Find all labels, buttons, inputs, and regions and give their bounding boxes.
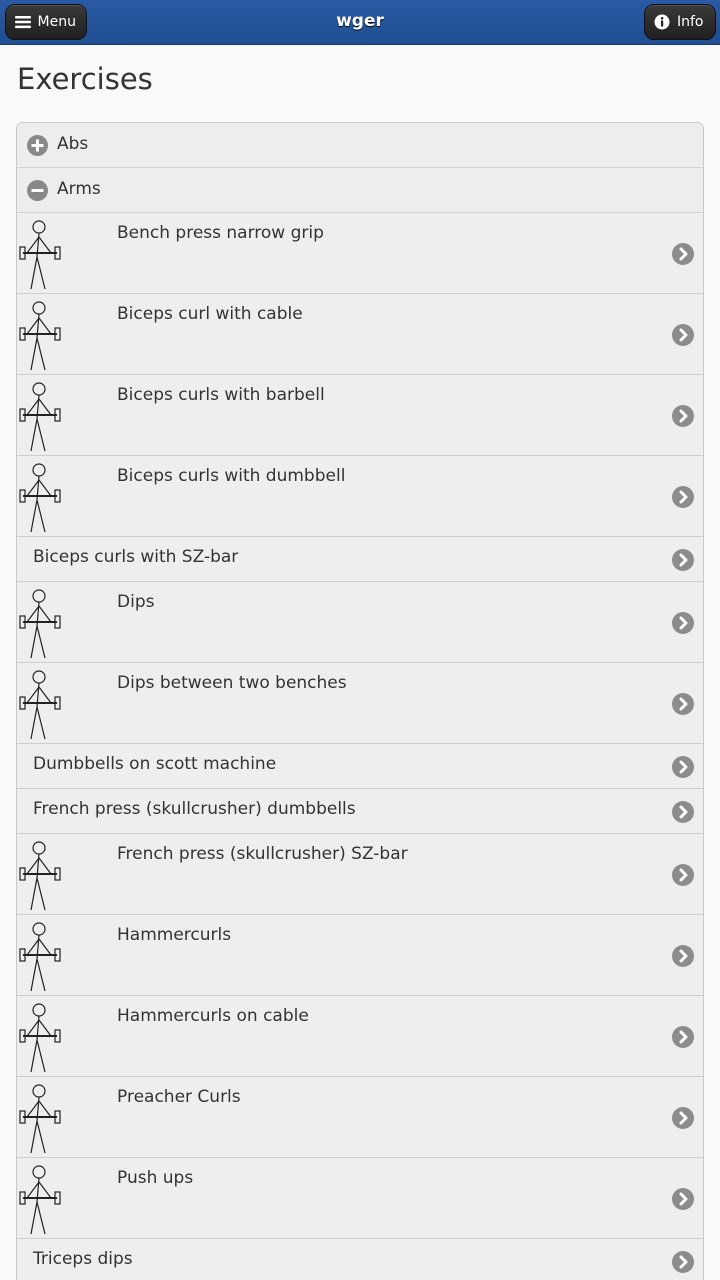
exercise-name: Hammercurls on cable xyxy=(117,1006,309,1026)
chevron-right-icon[interactable] xyxy=(672,1107,694,1129)
exercise-thumbnail-image xyxy=(17,996,101,1076)
chevron-right-icon[interactable] xyxy=(672,801,694,823)
chevron-right-icon[interactable] xyxy=(672,945,694,967)
exercise-list-item[interactable] xyxy=(17,294,703,375)
info-button[interactable] xyxy=(644,4,716,40)
exercise-list-item[interactable] xyxy=(17,996,703,1077)
exercise-list-item[interactable] xyxy=(17,582,703,663)
exercise-name: Hammercurls xyxy=(117,925,232,945)
plus-circle-icon xyxy=(27,135,48,156)
category-label: Abs xyxy=(57,134,89,154)
chevron-right-icon[interactable] xyxy=(672,324,694,346)
exercise-name: Dips between two benches xyxy=(117,673,347,693)
exercise-name: Biceps curls with SZ-bar xyxy=(33,547,239,567)
exercise-name: French press (skullcrusher) SZ-bar xyxy=(117,844,408,864)
page-title: Exercises xyxy=(17,62,153,96)
exercise-name: Dumbbells on scott machine xyxy=(33,754,277,774)
app-header xyxy=(0,0,720,45)
exercise-list-item[interactable] xyxy=(17,456,703,537)
exercise-name: French press (skullcrusher) dumbbells xyxy=(33,799,356,819)
category-label: Arms xyxy=(57,179,101,199)
chevron-right-icon[interactable] xyxy=(672,1251,694,1273)
exercise-list-item[interactable] xyxy=(17,537,703,582)
exercise-category-list xyxy=(16,122,704,1280)
exercise-name: Dips xyxy=(117,592,155,612)
exercise-list-item[interactable] xyxy=(17,663,703,744)
exercise-thumbnail-image xyxy=(17,1158,101,1238)
info-icon xyxy=(653,13,671,31)
exercise-thumbnail-image xyxy=(17,456,101,536)
exercise-list-item[interactable] xyxy=(17,1077,703,1158)
exercise-list-item[interactable] xyxy=(17,1239,703,1280)
exercise-name: Preacher Curls xyxy=(117,1087,241,1107)
exercise-list-item[interactable] xyxy=(17,789,703,834)
exercise-thumbnail-image xyxy=(17,213,101,293)
exercise-thumbnail-image xyxy=(17,663,101,743)
exercise-list-item[interactable] xyxy=(17,744,703,789)
exercise-list-item[interactable] xyxy=(17,915,703,996)
info-button-label: Info xyxy=(677,14,704,30)
exercise-name: Biceps curls with barbell xyxy=(117,385,325,405)
exercise-name: Biceps curls with dumbbell xyxy=(117,466,346,486)
exercise-thumbnail-image xyxy=(17,582,101,662)
chevron-right-icon[interactable] xyxy=(672,612,694,634)
app-title: wger xyxy=(336,11,384,31)
chevron-right-icon[interactable] xyxy=(672,243,694,265)
chevron-right-icon[interactable] xyxy=(672,1188,694,1210)
chevron-right-icon[interactable] xyxy=(672,693,694,715)
exercise-thumbnail-image xyxy=(17,375,101,455)
chevron-right-icon[interactable] xyxy=(672,864,694,886)
exercise-name: Push ups xyxy=(117,1168,194,1188)
exercise-list-item[interactable] xyxy=(17,375,703,456)
minus-circle-icon xyxy=(27,180,48,201)
chevron-right-icon[interactable] xyxy=(672,549,694,571)
exercise-list-item[interactable] xyxy=(17,213,703,294)
exercise-name: Triceps dips xyxy=(33,1249,133,1269)
exercise-thumbnail-image xyxy=(17,294,101,374)
category-arms[interactable] xyxy=(17,168,703,213)
exercise-thumbnail-image xyxy=(17,915,101,995)
exercise-thumbnail-image xyxy=(17,834,101,914)
category-abs[interactable] xyxy=(17,123,703,168)
exercise-name: Bench press narrow grip xyxy=(117,223,324,243)
exercise-name: Biceps curl with cable xyxy=(117,304,303,324)
exercise-thumbnail-image xyxy=(17,1077,101,1157)
chevron-right-icon[interactable] xyxy=(672,1026,694,1048)
chevron-right-icon[interactable] xyxy=(672,405,694,427)
exercise-list-item[interactable] xyxy=(17,1158,703,1239)
exercise-list-item[interactable] xyxy=(17,834,703,915)
menu-button-label: Menu xyxy=(37,14,76,30)
chevron-right-icon[interactable] xyxy=(672,486,694,508)
chevron-right-icon[interactable] xyxy=(672,756,694,778)
